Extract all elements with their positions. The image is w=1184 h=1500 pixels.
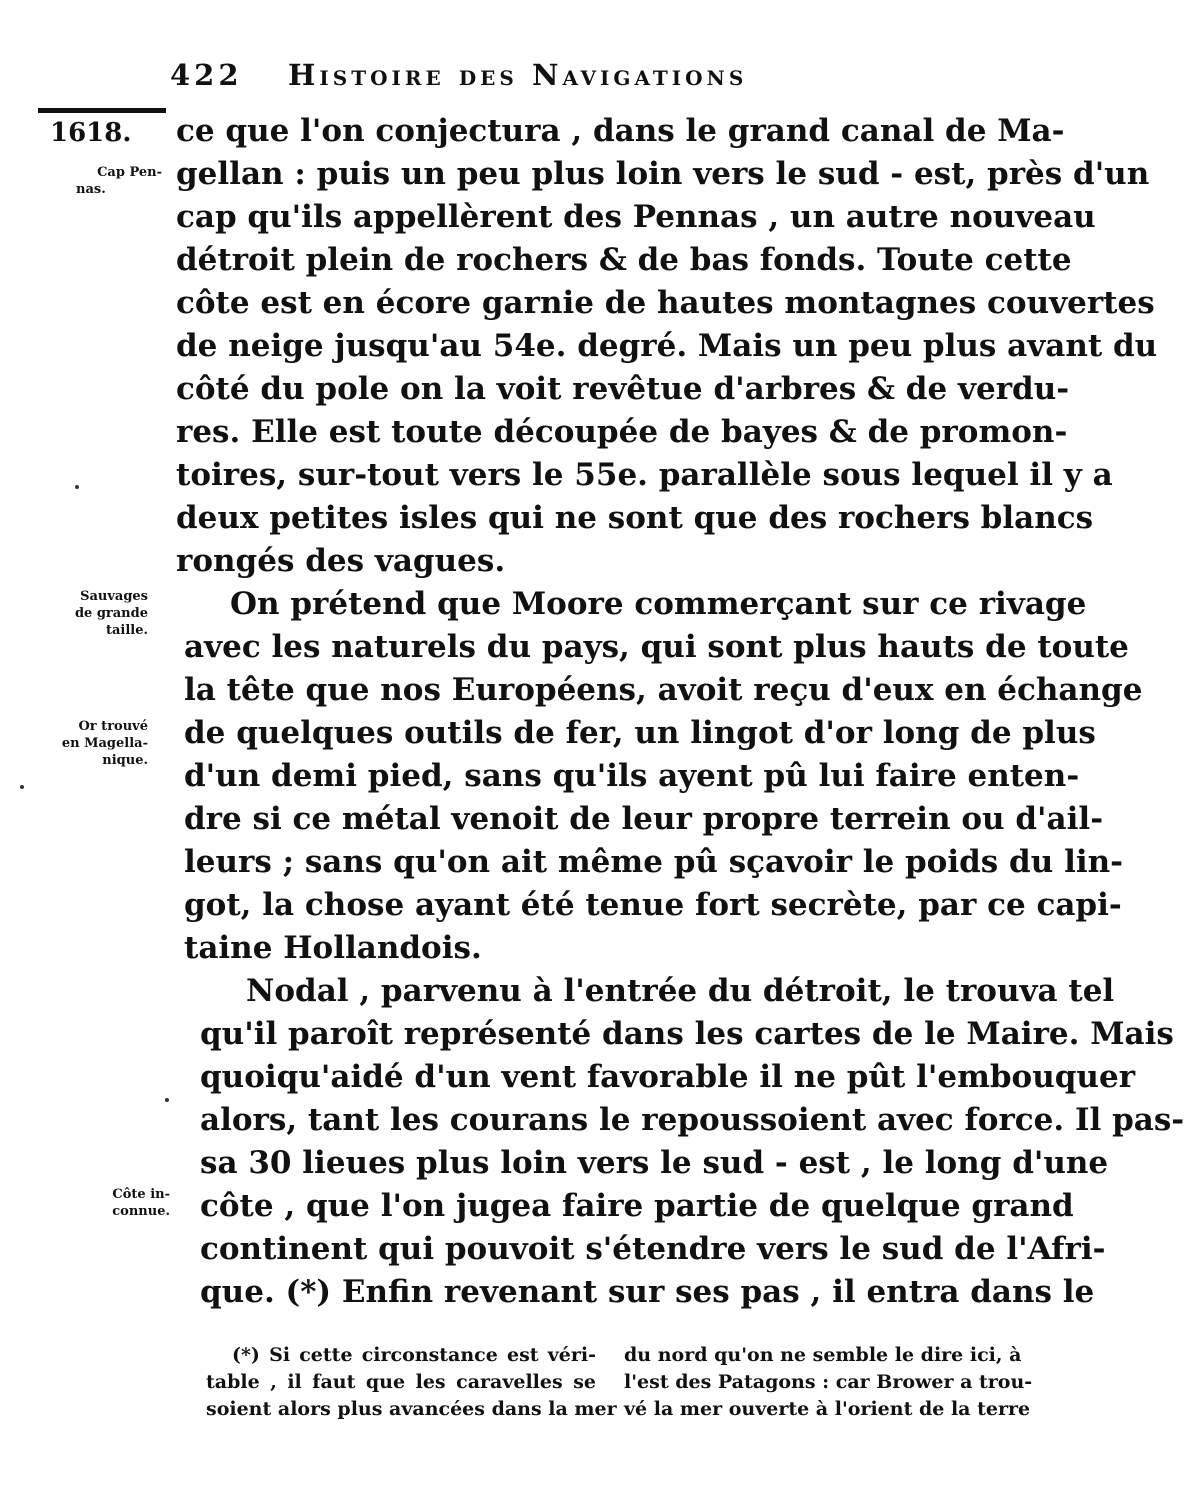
running-header — [170, 58, 890, 98]
body-line: la tête que nos Européens, avoit reçu d'eux en échange — [184, 672, 1143, 708]
body-line: got, la chose ayant été tenue fort secrète, par ce capi- — [184, 887, 1122, 923]
body-line: côté du pole on la voit revêtue d'arbres & de verdu- — [176, 371, 1070, 407]
body-line: leurs ; sans qu'on ait même pû sçavoir le poids du lin- — [184, 844, 1124, 880]
body-line: cap qu'ils appellèrent des Pennas , un autre nouveau — [176, 199, 1096, 235]
body-line: continent qui pouvoit s'étendre vers le sud de l'Afri- — [200, 1231, 1106, 1267]
footnote-line: du nord qu'on ne semble le dire ici, à — [624, 1344, 1022, 1366]
margin-note-cote-inconnue: Côte in- connue. — [112, 1187, 170, 1219]
footnote-line: (*) Si cette circonstance est véri- — [232, 1344, 596, 1366]
footnote-line: vé la mer ouverte à l'orient de la terre — [624, 1398, 1031, 1420]
body-line: On prétend que Moore commerçant sur ce rivage — [230, 586, 1087, 622]
body-line: quoiqu'aidé d'un vent favorable il ne pût l'embouquer — [200, 1059, 1136, 1095]
body-line: deux petites isles qui ne sont que des rochers blancs — [176, 500, 1094, 536]
page-number: 422 — [170, 58, 243, 92]
body-line: que. (*) Enfin revenant sur ses pas , il entra dans le — [200, 1274, 1095, 1310]
body-line: côte , que l'on jugea faire partie de quelque grand — [200, 1188, 1074, 1224]
body-line: de neige jusqu'au 54e. degré. Mais un peu plus avant du — [176, 328, 1158, 364]
body-line: détroit plein de rochers & de bas fonds. Toute cette — [176, 242, 1072, 278]
margin-note-or-trouve: Or trouvé en Magella- nique. — [61, 719, 148, 768]
body-line: toires, sur-tout vers le 55e. parallèle sous lequel il y a — [176, 457, 1113, 493]
running-title: Histoire des Navigations — [288, 58, 748, 92]
body-line: gellan : puis un peu plus loin vers le sud - est, près d'un — [176, 156, 1150, 192]
body-line: taine Hollandois. — [184, 930, 482, 966]
header-rule — [38, 108, 166, 113]
body-line: avec les naturels du pays, qui sont plus hauts de toute — [184, 629, 1129, 665]
body-line: qu'il paroît représenté dans les cartes de le Maire. Mais — [200, 1016, 1174, 1052]
margin-note-cap-pennas: Cap Pen- nas. — [76, 165, 162, 197]
ink-speck — [75, 485, 79, 489]
body-line: rongés des vagues. — [176, 543, 506, 579]
ink-speck — [20, 785, 24, 789]
body-line: dre si ce métal venoit de leur propre terrein ou d'ail- — [184, 801, 1104, 837]
margin-year: 1618. — [50, 118, 132, 148]
margin-note-sauvages: Sauvages de grande taille. — [74, 589, 148, 638]
body-line: côte est en écore garnie de hautes montagnes couvertes — [176, 285, 1155, 321]
body-line: alors, tant les courans le repoussoient avec force. Il pas- — [200, 1102, 1184, 1138]
body-line: d'un demi pied, sans qu'ils ayent pû lui faire enten- — [184, 758, 1080, 794]
body-line: res. Elle est toute découpée de bayes & de promon- — [176, 414, 1068, 450]
body-line: de quelques outils de fer, un lingot d'or long de plus — [184, 715, 1096, 751]
body-line: ce que l'on conjectura , dans le grand canal de Ma- — [176, 113, 1065, 149]
footnote-line: l'est des Patagons : car Brower a trou- — [624, 1371, 1033, 1393]
body-line: sa 30 lieues plus loin vers le sud - est , le long d'une — [200, 1145, 1109, 1181]
footnote-line: soient alors plus avancées dans la mer — [206, 1398, 617, 1420]
ink-speck — [165, 1098, 169, 1102]
footnote-line: table , il faut que les caravelles se — [206, 1371, 596, 1393]
body-line: Nodal , parvenu à l'entrée du détroit, le trouva tel — [246, 973, 1115, 1009]
